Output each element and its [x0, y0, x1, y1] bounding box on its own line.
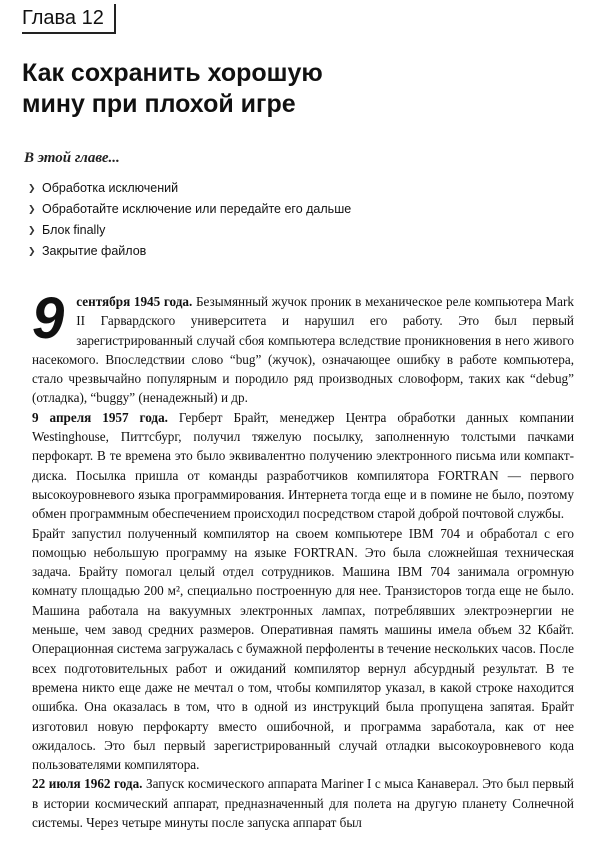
drop-cap: 9 — [32, 286, 65, 351]
list-item — [28, 241, 351, 262]
chevron-right-icon: ❯ — [28, 204, 36, 214]
list-item — [28, 199, 351, 220]
paragraph — [32, 408, 574, 524]
chapter-title-line-1: Как сохранить хорошую — [22, 59, 323, 87]
paragraph-text: Запуск космического аппарата Mariner I с мыса Канаверал. Это был первый в истории космический аппарат, предназначенный для полета на другую планету Солнечной системы. Через четыре минуты после запуска аппарат был — [32, 776, 574, 831]
paragraph-text: Безымянный жучок проник в механическое реле компьютера Mark II Гарвардского университета и нарушил его работу. Это был первый зарегистрированный случай сбоя компьютера вследствие проникновения в него живого насекомого. Впоследствии слово “bug” (жучок), означающее ошибку в работе компьютера, стало чрезвычайно популярным и породило ряд производных словоформ, таких как “debug” (отладка), “buggy” (ненадежный) и др. — [32, 294, 574, 406]
paragraph-text: Герберт Брайт, менеджер Центра обработки данных компании Westinghouse, Питтсбург, получил тяжелую посылку, заполненную толстыми пачками перфокарт. В те времена это было эквивалентно получению электронного письма или компакт-диска. Посылка пришла от команды разработчиков компилятора FORTRAN — первого высокоуровневого языка программирования. Интернета тогда еще и в помине не было, поэтому обмен программным обеспечением происходил посредством старой доброй почтовой службы. — [32, 409, 574, 522]
chapter-title-line-2: мину при плохой игре — [22, 90, 296, 118]
list-item — [28, 178, 351, 199]
chevron-right-icon: ❯ — [28, 183, 36, 193]
chapter-label: Глава 12 — [22, 4, 116, 34]
chevron-right-icon: ❯ — [28, 225, 36, 235]
paragraph — [32, 774, 574, 832]
date-lead: 9 апреля 1957 года. — [32, 409, 168, 425]
list-item-label: Обработайте исключение или передайте его дальше — [42, 202, 352, 216]
body-text — [32, 286, 574, 832]
paragraph — [32, 286, 574, 408]
date-lead: сентября 1945 года. — [76, 294, 193, 309]
chevron-right-icon: ❯ — [28, 246, 36, 256]
chapter-contents-list — [28, 178, 351, 262]
list-item-label: Блок finally — [42, 223, 106, 237]
list-item-label: Обработка исключений — [42, 181, 179, 195]
paragraph — [32, 524, 574, 775]
list-item — [28, 220, 351, 241]
list-item-label: Закрытие файлов — [42, 244, 147, 258]
date-lead: 22 июля 1962 года. — [32, 776, 143, 792]
in-chapter-heading: В этой главе... — [24, 150, 120, 166]
chapter-title — [22, 58, 542, 120]
paragraph-text: Брайт запустил полученный компилятор на своем компьютере IBM 704 и обработал с его помощью небольшую программу на языке FORTRAN. Это была сложнейшая техническая задача. Брайту помогал целый отдел сотрудников. Машина IBM 704 занимала огромную комнату площадью 200 м², специально построенную для нее. Транзисторов тогда еще не было. Машина работала на вакуумных электронных лампах, потреблявших электроэнергии не меньше, чем завод средних размеров. Оперативная память машины имела объем 32 Кбайт. Операционная система загружалась с бумажной перфоленты в течение нескольких часов. После всех подготовительных работ и ожиданий компилятор вернул абсурдный результат. В те времена никто еще даже не мечтал о том, чтобы компилятор указал, в какой строке находится ошибка. Она оказалась в том, что в одной из инструкций была пропущена запятая. Брайт изготовил новую перфокарту вместо ошибочной, и программа заработала, как от нее ожидалось. Это был первый зарегистрированный случай отладки высокоуровневого кода пользователями компилятора. — [32, 525, 574, 773]
